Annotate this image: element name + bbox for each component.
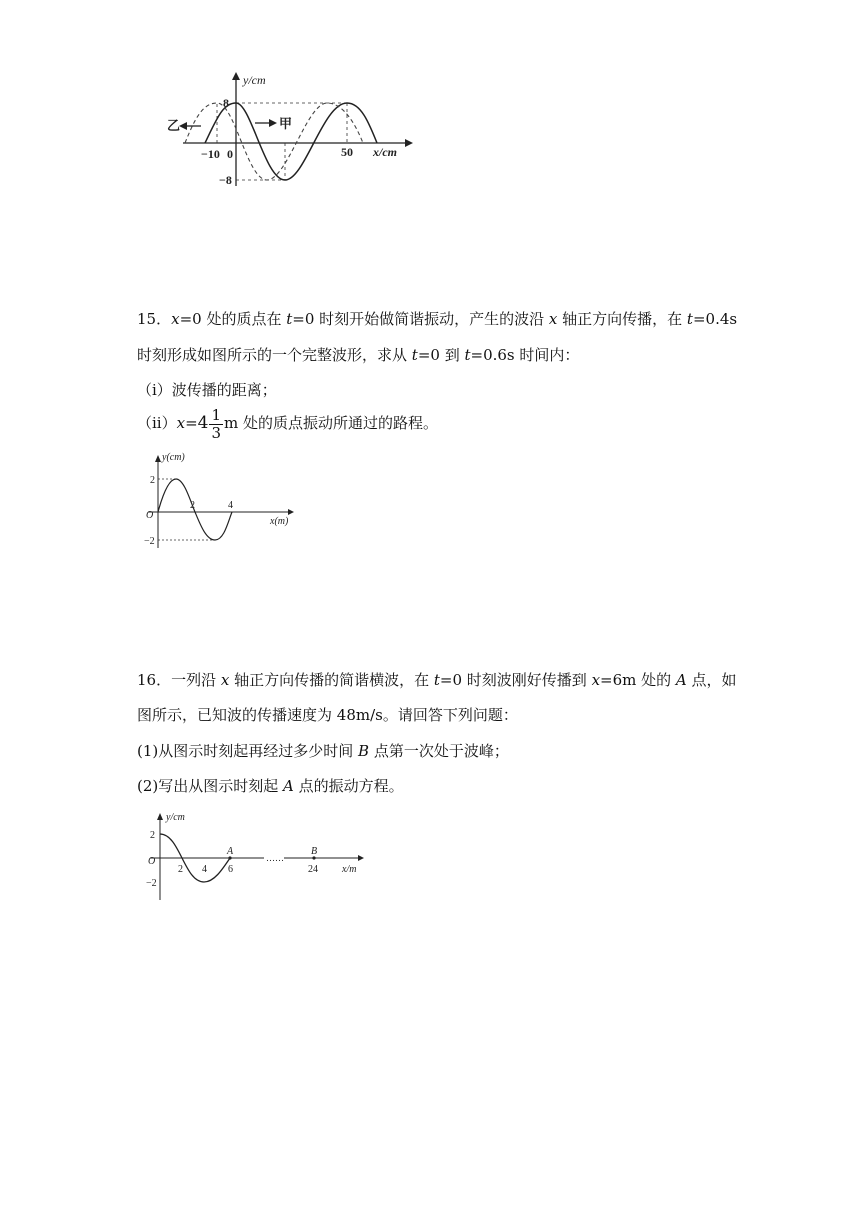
q16-number: 16． [137, 671, 172, 689]
arrow-jia-head [269, 119, 277, 127]
label-a: A [227, 846, 234, 857]
q16-line-1: 16．一列沿 x 轴正方向传播的简谐横波，在 t=0 时刻波刚好传播到 x=6m 处的 A 点，如 [137, 671, 737, 689]
wave-jia [205, 103, 377, 180]
wave-curve [158, 479, 232, 540]
wave-figure-q14 [165, 68, 415, 192]
q16-part-2: (2)写出从图示时刻起 A 点的振动方程。 [137, 777, 404, 795]
x-axis-arrow [405, 139, 413, 147]
tick-0: 0 [227, 147, 233, 161]
x-axis-arrow [358, 855, 364, 861]
x-axis-label: x/m [342, 864, 357, 875]
tick-neg10: −10 [201, 147, 220, 161]
q15-line-2: 时刻形成如图所示的一个完整波形，求从 t=0 到 t=0.6s 时间内： [137, 346, 580, 364]
label-jia: 甲 [279, 116, 293, 131]
tick-x4: 4 [202, 864, 207, 875]
tick-x4: 4 [228, 500, 233, 511]
arrow-yi-head [179, 122, 187, 130]
tick-x2: 2 [178, 864, 183, 875]
wave-figure-q16 [142, 812, 372, 904]
tick-x24: 24 [308, 864, 318, 875]
x-axis-arrow [288, 509, 294, 515]
tick-x6: 6 [228, 864, 233, 875]
q16-line-2: 图所示，已知波的传播速度为 48m/s。请回答下列问题： [137, 706, 518, 724]
tick-50: 50 [341, 145, 353, 159]
y-axis-arrow [157, 813, 163, 820]
ellipsis-dots: …… [266, 853, 284, 863]
q16-part-1: (1)从图示时刻起再经过多少时间 B 点第一次处于波峰； [137, 742, 509, 760]
tick-x2: 2 [190, 500, 195, 511]
tick-2: 2 [150, 475, 155, 486]
label-yi: 乙 [167, 118, 181, 133]
x-axis-label: x/cm [373, 145, 397, 159]
tick-2: 2 [150, 830, 155, 841]
fraction-one-third: $\frac{1}{3}$ [211, 405, 222, 442]
label-b: B [311, 846, 318, 857]
tick-neg2: −2 [146, 878, 157, 889]
origin-label: O [146, 510, 154, 521]
tick-8: 8 [223, 96, 229, 110]
tick-neg8: −8 [219, 173, 232, 187]
x-axis-label: x(m) [270, 516, 289, 527]
wave-graph-q16 [142, 812, 372, 904]
wave-graph-q14 [165, 68, 415, 192]
y-axis-label: y(cm) [162, 452, 185, 463]
q15-number: 15． [137, 310, 172, 328]
wave-yi [185, 103, 363, 180]
q15-line-1: 15．x=0 处的质点在 t=0 时刻开始做简谐振动，产生的波沿 x 轴正方向传播，在 t=0.4s [137, 310, 738, 328]
wave-graph-q15 [140, 450, 300, 550]
y-axis-arrow [232, 72, 240, 80]
y-axis-label: y/cm [243, 73, 266, 87]
origin-label: O [148, 856, 156, 867]
y-axis-label: y/cm [166, 812, 185, 823]
tick-neg2: −2 [144, 536, 155, 547]
q15-part-i: （i）波传播的距离； [137, 381, 277, 399]
y-axis-arrow [155, 455, 161, 462]
wave-figure-q15 [140, 450, 300, 550]
q15-part-ii: （ii）x=4 $\frac{1}{3}$ m 处的质点振动所通过的路程。 [137, 405, 439, 442]
